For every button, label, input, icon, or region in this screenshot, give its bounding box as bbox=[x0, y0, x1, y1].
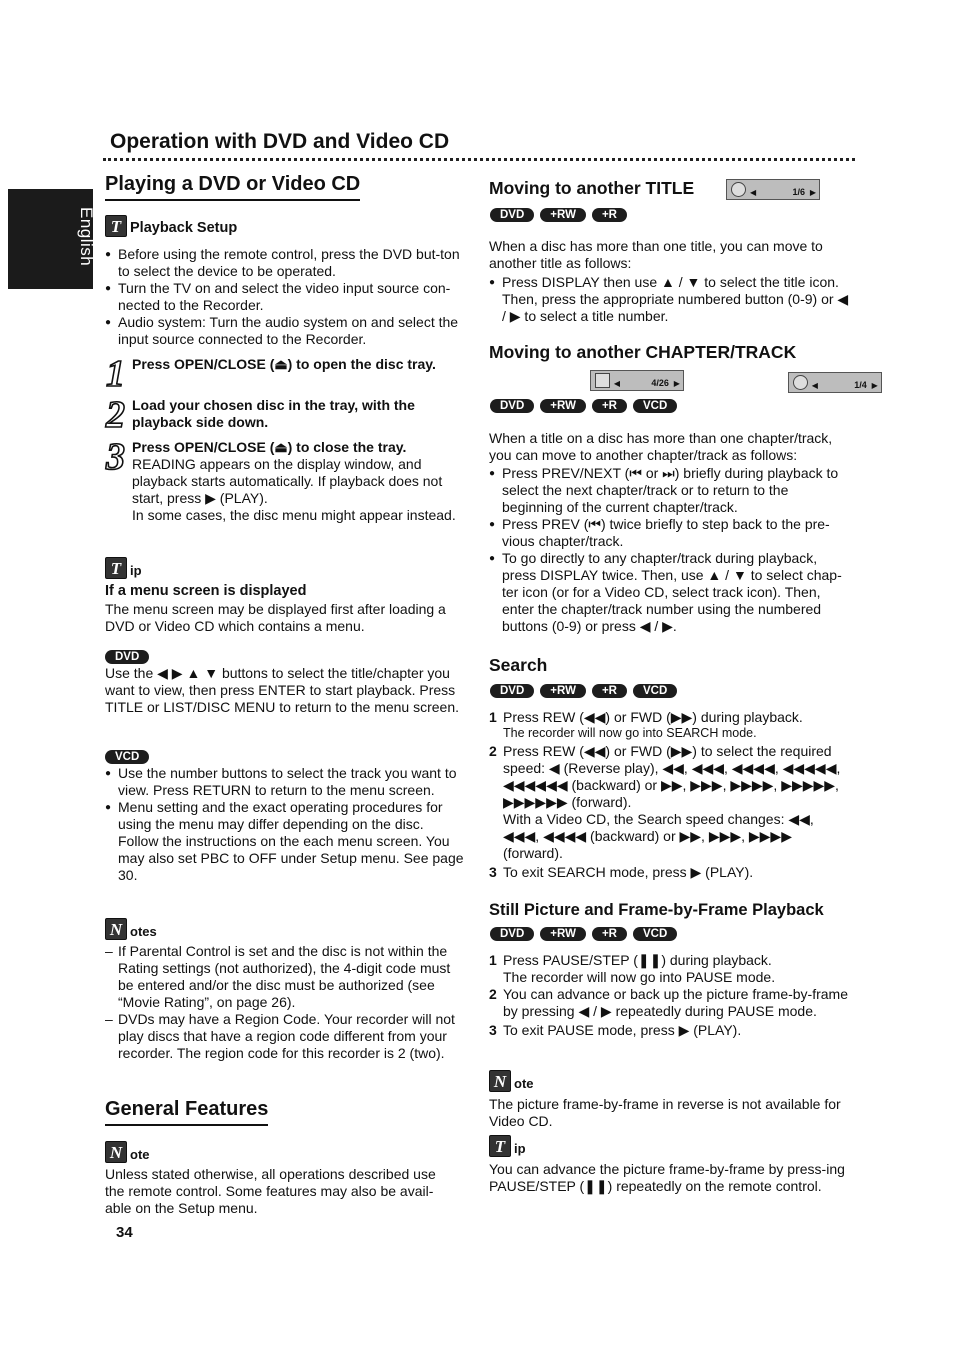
chapter-text: When a title on a disc has more than one chapter/track, you can move to another chapter/track as follows: bbox=[489, 430, 833, 463]
notes-list bbox=[105, 943, 467, 1062]
list-item: ● Audio system: Turn the audio system on and select the input source connected to the Recorder. bbox=[105, 314, 467, 348]
step-3-body: READING appears on the display window, and playback starts automatically. If playback does not start, press ▶ (PLAY). bbox=[132, 456, 443, 506]
arrow-right-icon: ▶ bbox=[871, 381, 878, 390]
r-badge: +R bbox=[592, 927, 627, 941]
step-2-text: Load your chosen disc in the tray, with the playback side down. bbox=[132, 397, 415, 430]
step-3-heading: Press OPEN/CLOSE (⏏) to close the tray. bbox=[132, 439, 407, 455]
rw-badge: +RW bbox=[540, 684, 586, 698]
title-text: When a disc has more than one title, you can move to another title as follows: bbox=[489, 238, 823, 271]
arrow-left-icon: ◀ bbox=[811, 381, 818, 390]
still-tip-heading bbox=[489, 1135, 526, 1157]
still-heading: Still Picture and Frame-by-Frame Playback bbox=[489, 901, 824, 919]
page-number: 34 bbox=[116, 1224, 133, 1241]
vcd-list bbox=[105, 765, 467, 884]
list-item: – DVDs may have a Region Code. Your recorder will not play discs that have a region code different from your recorder. The region code for this recorder is 2 (two). bbox=[105, 1011, 467, 1062]
step-1-text: Press OPEN/CLOSE (⏏) to open the disc tray. bbox=[132, 356, 436, 372]
title-badges bbox=[490, 208, 627, 222]
search-list bbox=[489, 709, 851, 881]
still-note-text: The picture frame-by-frame in reverse is not available for Video CD. bbox=[489, 1096, 841, 1129]
title-list bbox=[489, 274, 851, 325]
list-item: ● To go directly to any chapter/track during playback, press DISPLAY twice. Then, use ▲ / ▼ to select chap-ter icon (or for a Video CD, select track icon). Then, enter the chapter/track number using the numbered buttons (0-9) or press ◀ / ▶. bbox=[489, 550, 851, 635]
section-title-general: General Features bbox=[105, 1097, 268, 1126]
tip-label: ip bbox=[514, 1141, 526, 1156]
list-item: ● Press DISPLAY then use ▲ / ▼ to select the title icon. Then, press the appropriate numbered button (0-9) or ◀ / ▶ to select a title number. bbox=[489, 274, 851, 325]
chapter-osd-value: 4/26 bbox=[651, 378, 669, 388]
still-badges bbox=[490, 927, 677, 941]
vcd-badge: VCD bbox=[633, 684, 677, 698]
still-note-heading bbox=[489, 1070, 534, 1092]
time-osd bbox=[788, 372, 882, 393]
step-number: 3 bbox=[106, 436, 125, 478]
still-step-1b: The recorder will now go into PAUSE mode. bbox=[503, 969, 776, 985]
notes-label: otes bbox=[130, 924, 157, 939]
notes-heading bbox=[105, 918, 157, 940]
step-2 bbox=[104, 394, 464, 436]
still-tip-text: You can advance the picture frame-by-frame by press-ing PAUSE/STEP (❚❚) repeatedly on the remote control. bbox=[489, 1161, 845, 1194]
search-badges bbox=[490, 684, 677, 698]
still-step-3: To exit PAUSE mode, press ▶ (PLAY). bbox=[503, 1022, 742, 1038]
list-item: ● Press PREV/NEXT (⏮ or ⏭) briefly during playback to select the next chapter/track or to return to the beginning of the current chapter/track. bbox=[489, 465, 851, 516]
vcd-badge: VCD bbox=[633, 399, 677, 413]
list-item: ● Use the number buttons to select the track you want to view. Press RETURN to return to the menu screen. bbox=[105, 765, 467, 799]
rw-badge: +RW bbox=[540, 208, 586, 222]
list-item: ● Turn the TV on and select the video input source con-nected to the Recorder. bbox=[105, 280, 467, 314]
chapter-osd bbox=[590, 370, 684, 391]
search-step-1-note: The recorder will now go into SEARCH mode. bbox=[503, 726, 757, 740]
note-label: ote bbox=[130, 1147, 150, 1162]
rw-badge: +RW bbox=[540, 927, 586, 941]
tip-label: ip bbox=[130, 563, 142, 578]
list-item: ● Press PREV (⏮) twice briefly to step back to the pre-vious chapter/track. bbox=[489, 516, 851, 550]
list-item: ● Before using the remote control, press the DVD but-ton to select the device to be operated. bbox=[105, 246, 467, 280]
chapter-badges bbox=[490, 399, 677, 413]
r-badge: +R bbox=[592, 208, 627, 222]
dvd-text: Use the ◀ ▶ ▲ ▼ buttons to select the title/chapter you want to view, then press ENTER to start playback. Press TITLE or LIST/DISC MENU to return to the menu screen. bbox=[105, 665, 460, 715]
list-item: 2 Press REW (◀◀) or FWD (▶▶) to select the required speed: ◀ (Reverse play), ◀◀, ◀◀◀, ◀◀◀◀, ◀◀◀◀◀, ◀◀◀◀◀◀ (backward) or ▶▶, ▶▶▶, ▶▶▶▶, ▶▶▶▶▶, ▶▶▶▶▶▶ (forward). With a Video CD, the Search speed changes: ◀◀, ◀◀◀, ◀◀◀◀ (backward) or ▶▶, ▶▶▶, ▶▶▶▶ (forward). bbox=[489, 743, 851, 862]
step-3 bbox=[104, 436, 464, 524]
vcd-badge: VCD bbox=[633, 927, 677, 941]
title-osd bbox=[726, 179, 820, 200]
title-osd-value: 1/6 bbox=[792, 187, 805, 197]
dvd-badge: DVD bbox=[105, 650, 149, 664]
search-heading: Search bbox=[489, 655, 548, 675]
step-number: 2 bbox=[106, 394, 125, 436]
r-badge: +R bbox=[592, 684, 627, 698]
vcd-badge: VCD bbox=[105, 750, 149, 764]
dvd-badge: DVD bbox=[490, 208, 534, 222]
still-step-2: You can advance or back up the picture frame-by-frame by pressing ◀ / ▶ repeatedly during PAUSE mode. bbox=[503, 986, 849, 1019]
list-item: 3 To exit SEARCH mode, press ▶ (PLAY). bbox=[489, 864, 754, 880]
tip-icon: T bbox=[105, 557, 127, 579]
dotted-divider bbox=[103, 158, 855, 162]
note-icon: N bbox=[489, 1070, 511, 1092]
list-item: ● Menu setting and the exact operating procedures for using the menu may differ depending on the disc. Follow the instructions on the each menu screen. You may also set PBC to OFF under Setup menu. See page 30. bbox=[105, 799, 467, 884]
still-step-1: Press PAUSE/STEP (❚❚) during playback. bbox=[503, 952, 772, 968]
setup-list bbox=[105, 246, 467, 348]
arrow-right-icon: ▶ bbox=[673, 379, 680, 388]
list-item: 1 Press PAUSE/STEP (❚❚) during playback. The recorder will now go into PAUSE mode. bbox=[489, 952, 851, 986]
chapter-heading: Moving to another CHAPTER/TRACK bbox=[489, 342, 797, 362]
page-title: Operation with DVD and Video CD bbox=[110, 130, 450, 153]
r-badge: +R bbox=[592, 399, 627, 413]
note-label: ote bbox=[514, 1076, 534, 1091]
playback-setup-label: Playback Setup bbox=[130, 220, 238, 236]
dvd-badge-row bbox=[105, 647, 149, 664]
section-title-playing: Playing a DVD or Video CD bbox=[105, 172, 360, 201]
rw-badge: +RW bbox=[540, 399, 586, 413]
step-3-body-2: In some cases, the disc menu might appear instead. bbox=[132, 507, 456, 523]
list-item: – If Parental Control is set and the disc is not within the Rating settings (not authorized), the 4-digit code must be entered and/or the disc must be authorized (see “Movie Rating”, on page 26). bbox=[105, 943, 467, 1011]
disc-icon bbox=[731, 182, 746, 197]
chapter-list bbox=[489, 465, 851, 635]
step-1 bbox=[104, 353, 464, 395]
language-tab bbox=[8, 189, 96, 289]
general-note-text: Unless stated otherwise, all operations described use the remote control. Some features may also be avail-able on the Setup menu. bbox=[105, 1166, 436, 1216]
menu-heading: If a menu screen is displayed bbox=[105, 583, 307, 599]
still-list bbox=[489, 952, 851, 1039]
menu-text: The menu screen may be displayed first after loading a DVD or Video CD which contains a menu. bbox=[105, 601, 446, 634]
disc-icon bbox=[793, 375, 808, 390]
tip-icon: T bbox=[105, 215, 127, 237]
dvd-badge: DVD bbox=[490, 399, 534, 413]
title-heading: Moving to another TITLE bbox=[489, 178, 695, 198]
search-step-2b: With a Video CD, the Search speed changes: ◀◀, ◀◀◀, ◀◀◀◀ (backward) or ▶▶, ▶▶▶, ▶▶▶▶ (forward). bbox=[503, 811, 814, 861]
chapter-icon bbox=[595, 373, 610, 388]
playback-setup-heading bbox=[105, 215, 237, 237]
tip-heading bbox=[105, 557, 142, 579]
search-step-3: To exit SEARCH mode, press ▶ (PLAY). bbox=[503, 864, 754, 880]
arrow-right-icon: ▶ bbox=[809, 188, 816, 197]
arrow-left-icon: ◀ bbox=[750, 188, 757, 197]
dvd-badge: DVD bbox=[490, 684, 534, 698]
language-tab-label: English bbox=[77, 207, 96, 267]
search-step-1: Press REW (◀◀) or FWD (▶▶) during playback. bbox=[503, 709, 803, 725]
list-item: 1 Press REW (◀◀) or FWD (▶▶) during playback. The recorder will now go into SEARCH mode. bbox=[489, 709, 851, 741]
list-item: 2 You can advance or back up the picture frame-by-frame by pressing ◀ / ▶ repeatedly during PAUSE mode. bbox=[489, 986, 849, 1019]
notes-icon: N bbox=[105, 918, 127, 940]
note-icon: N bbox=[105, 1141, 127, 1163]
list-item: 3 To exit PAUSE mode, press ▶ (PLAY). bbox=[489, 1022, 742, 1038]
search-step-2: Press REW (◀◀) or FWD (▶▶) to select the required speed: ◀ (Reverse play), ◀◀, ◀◀◀, ◀◀◀◀, ◀◀◀◀◀, ◀◀◀◀◀◀ (backward) or ▶▶, ▶▶▶, ▶▶▶▶, ▶▶▶▶▶, ▶▶▶▶▶▶ (forward). bbox=[503, 743, 841, 810]
note-heading bbox=[105, 1141, 150, 1163]
dvd-badge: DVD bbox=[490, 927, 534, 941]
tip-icon: T bbox=[489, 1135, 511, 1157]
arrow-left-icon: ◀ bbox=[613, 379, 621, 388]
step-number: 1 bbox=[106, 353, 125, 395]
vcd-badge-row bbox=[105, 747, 149, 764]
time-osd-value: 1/4 bbox=[854, 380, 867, 390]
